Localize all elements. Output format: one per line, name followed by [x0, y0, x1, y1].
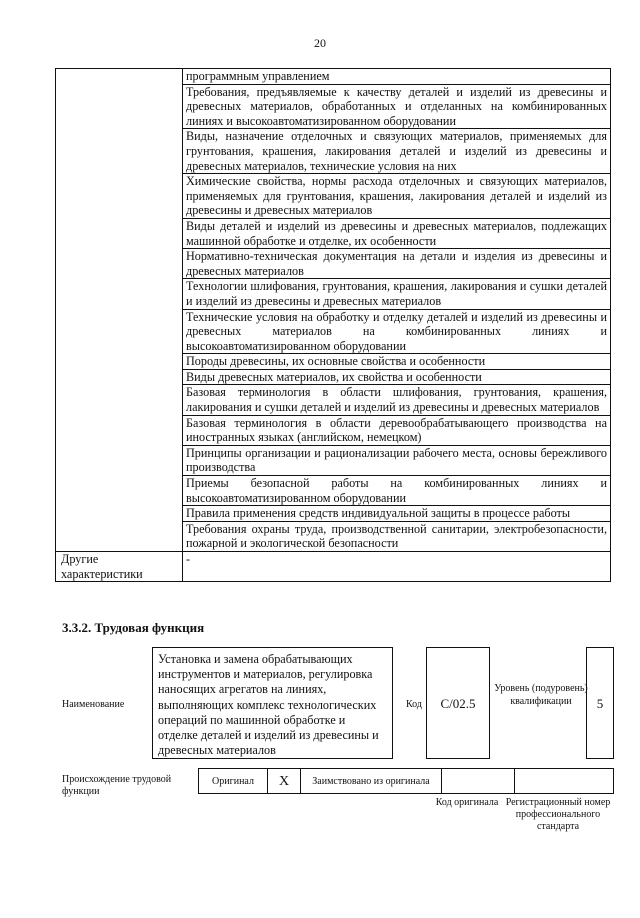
- origin-borrowed-cell: Заимствовано из оригинала: [301, 769, 442, 794]
- knowledge-item: Принципы организации и рационализации рабочего места, основы бережливого производства: [183, 445, 611, 475]
- knowledge-item: Виды древесных материалов, их свойства и особенности: [183, 369, 611, 385]
- knowledge-item: Базовая терминология в области деревообрабатывающего производства на иностранных языках (английском, немецком): [183, 415, 611, 445]
- knowledge-item: Базовая терминология в области шлифования, грунтования, крашения, лакирования и сушки деталей и изделий из древесины и древесных материалов: [183, 385, 611, 415]
- knowledge-row: [56, 69, 611, 85]
- knowledge-item: Приемы безопасной работы на комбинированных линиях и высокоавтоматизированном оборудовании: [183, 476, 611, 506]
- origin-reg-number-cell: [515, 769, 614, 794]
- knowledge-item: Требования охраны труда, производственной санитарии, электробезопасности, пожарной и экологической безопасности: [183, 521, 611, 551]
- knowledge-item: Нормативно-техническая документация на детали и изделия из древесины и древесных материалов: [183, 249, 611, 279]
- name-label: Наименование: [62, 699, 125, 710]
- qualification-level-value: 5: [586, 647, 614, 759]
- knowledge-item: Технические условия на обработку и отделку деталей и изделий из древесины и древесных материалов на комбинированных линиях и высокоавтоматизированном оборудовании: [183, 309, 611, 354]
- origin-label: Происхождение трудовой функции: [62, 774, 172, 797]
- code-label: Код: [406, 699, 422, 710]
- code-of-original-caption: Код оригинала: [435, 797, 499, 808]
- function-code-value: C/02.5: [426, 647, 490, 759]
- origin-code-cell: [442, 769, 515, 794]
- origin-mark-cell: X: [268, 769, 301, 794]
- other-characteristics-value: -: [183, 552, 611, 582]
- knowledge-item: Виды деталей и изделий из древесины и древесных материалов, подлежащих машинной обработке и отделке, их особенности: [183, 218, 611, 248]
- other-characteristics-label: Другие характеристики: [56, 552, 183, 582]
- registration-number-caption: Регистрационный номер профессионального стандарта: [505, 797, 611, 832]
- qualification-level-label: Уровень (подуровень) квалификации: [494, 683, 588, 707]
- knowledge-table: [55, 68, 611, 582]
- knowledge-item: Технологии шлифования, грунтования, крашения, лакирования и сушки деталей и изделий из древесины и древесных материалов: [183, 279, 611, 309]
- knowledge-item: Требования, предъявляемые к качеству деталей и изделий из древесины и древесных материалов, обработанных и отделанных на комбинированных линиях и высокоавтоматизированном оборудовании: [183, 84, 611, 129]
- knowledge-label-cell: [56, 69, 183, 552]
- knowledge-item: Химические свойства, нормы расхода отделочных и связующих материалов, применяемых для грунтования, крашения, лакирования деталей и изделий из древесины и древесных материалов: [183, 174, 611, 219]
- knowledge-item: Виды, назначение отделочных и связующих материалов, применяемых для грунтования, крашения, лакирования деталей и изделий из древесины и древесных материалов, технические условия на них: [183, 129, 611, 174]
- origin-original-cell: Оригинал: [199, 769, 268, 794]
- knowledge-item: программным управлением: [183, 69, 611, 85]
- knowledge-item: Породы древесины, их основные свойства и особенности: [183, 354, 611, 370]
- origin-table: [198, 768, 614, 794]
- other-characteristics-row: [56, 552, 611, 582]
- function-name-value: Установка и замена обрабатывающих инструментов и материалов, регулировка наносящих агрегатов на линиях, выполняющих комплекс технологических операций по машинной обработке и отделке деталей и изделий из древесины и древесных материалов: [152, 647, 393, 759]
- section-heading: 3.3.2. Трудовая функция: [62, 620, 205, 635]
- knowledge-item: Правила применения средств индивидуальной защиты в процессе работы: [183, 506, 611, 522]
- page-number: 20: [314, 36, 326, 50]
